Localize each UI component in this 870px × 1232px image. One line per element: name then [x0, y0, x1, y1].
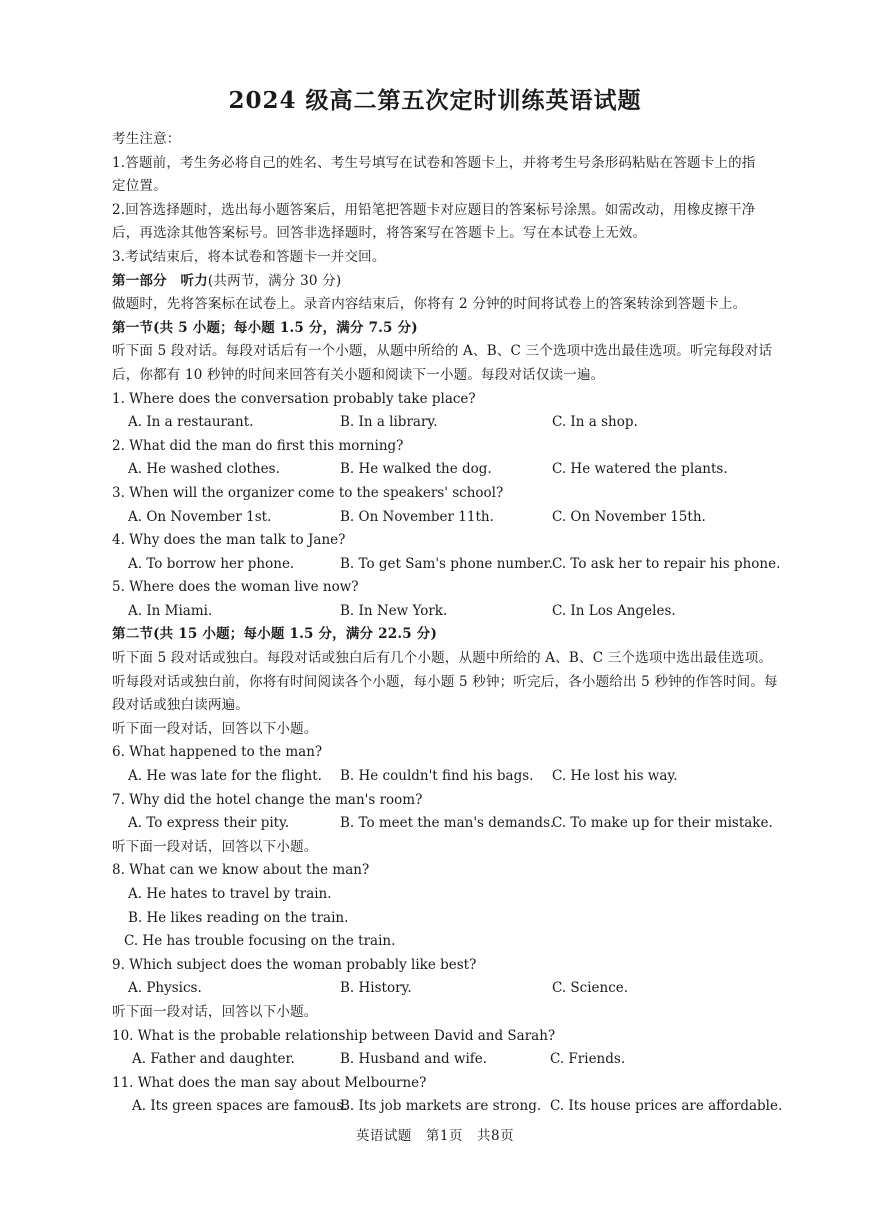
options-9 — [112, 977, 812, 1001]
option-c: C. In Los Angeles. — [552, 602, 676, 619]
notice-item-3: 3.考试结束后，将本试卷和答题卡一并交回。 — [112, 248, 386, 265]
options-2 — [112, 458, 812, 482]
dialogue-lead: 听下面一段对话，回答以下小题。 — [112, 720, 318, 737]
option-b: B. History. — [340, 980, 412, 997]
section1-intro-a: 听下面 5 段对话。每段对话后有一个小题，从题中所给的 A、B、C 三个选项中选出最佳选项。听完每段对话 — [112, 343, 773, 360]
option-c: C. To ask her to repair his phone. — [552, 555, 781, 572]
question-6: 6. What happened to the man? — [112, 744, 323, 761]
option-b: B. On November 11th. — [340, 508, 494, 525]
options-6 — [112, 765, 812, 789]
option-c: C. Its house prices are affordable. — [550, 1098, 783, 1115]
question-3: 3. When will the organizer come to the speakers' school? — [112, 484, 504, 501]
part1-heading-note: (共两节，满分 30 分) — [207, 272, 342, 289]
option-a: A. In Miami. — [128, 602, 213, 619]
question-4: 4. Why does the man talk to Jane? — [112, 532, 346, 549]
question-1: 1. Where does the conversation probably take place? — [112, 390, 476, 407]
option-a: A. He hates to travel by train. — [128, 886, 332, 902]
question-8: 8. What can we know about the man? — [112, 862, 370, 879]
option-c: C. On November 15th. — [552, 508, 706, 525]
option-b: B. In a library. — [340, 414, 438, 431]
notice-item-1b: 定位置。 — [112, 178, 167, 195]
options-3 — [112, 506, 812, 530]
option-b: B. To meet the man's demands. — [340, 815, 555, 832]
options-5 — [112, 600, 812, 624]
options-4 — [112, 553, 812, 577]
option-b: B. He couldn't find his bags. — [340, 768, 534, 785]
page-footer: 英语试题 第1页 共8页 — [355, 1128, 515, 1144]
option-b: B. He likes reading on the train. — [128, 909, 349, 926]
question-10: 10. What is the probable relationship between David and Sarah? — [112, 1027, 556, 1044]
question-11: 11. What does the man say about Melbourne? — [112, 1074, 427, 1091]
option-b: B. In New York. — [340, 602, 448, 619]
notice-item-2a: 2.回答选择题时，选出每小题答案后，用铅笔把答题卡对应题目的答案标号涂黑。如需改动，用橡皮擦干净 — [112, 201, 756, 218]
options-1 — [112, 411, 812, 435]
option-c: C. He watered the plants. — [552, 461, 728, 478]
option-c: C. He has trouble focusing on the train. — [124, 933, 396, 950]
notice-item-2b: 后，再选涂其他答案标号。回答非选择题时，将答案写在答题卡上。写在本试卷上无效。 — [112, 225, 647, 242]
option-a: A. On November 1st. — [128, 508, 272, 525]
options-11 — [112, 1095, 812, 1119]
dialogue-lead: 听下面一段对话，回答以下小题。 — [112, 838, 318, 855]
page-title: 2024 级高二第五次定时训练英语试题 — [228, 87, 642, 114]
question-7: 7. Why did the hotel change the man's room? — [112, 791, 423, 808]
section1-intro-b: 后，你都有 10 秒钟的时间来回答有关小题和阅读下一小题。每段对话仅读一遍。 — [112, 366, 605, 383]
option-a: A. Its green spaces are famous. — [132, 1098, 348, 1115]
section1-heading: 第一节(共 5 小题；每小题 1.5 分，满分 7.5 分) — [112, 319, 418, 336]
options-10 — [112, 1048, 812, 1072]
section2-heading: 第二节(共 15 小题；每小题 1.5 分，满分 22.5 分) — [112, 626, 438, 643]
option-a: A. Father and daughter. — [132, 1051, 295, 1068]
option-c: C. He lost his way. — [552, 768, 678, 785]
section2-intro-a: 听下面 5 段对话或独白。每段对话或独白后有几个小题，从题中所给的 A、B、C 三个选项中选出最佳选项。 — [112, 650, 773, 667]
exam-body — [112, 128, 812, 1119]
options-7 — [112, 812, 812, 836]
option-b: B. To get Sam's phone number. — [340, 555, 553, 572]
section2-intro-b: 听每段对话或独白前，你将有时间阅读各个小题，每小题 5 秒钟；听完后，各小题给出 5 秒钟的作答时间。每 — [112, 673, 778, 690]
option-a: A. He was late for the flight. — [128, 768, 322, 785]
option-a: A. Physics. — [128, 980, 202, 997]
option-a: A. To borrow her phone. — [128, 555, 295, 572]
notice-heading: 考生注意： — [112, 131, 181, 147]
part1-heading: 第一部分 听力 — [112, 272, 208, 289]
option-a: A. He washed clothes. — [128, 461, 280, 478]
part1-intro: 做题时，先将答案标在试卷上。录音内容结束后，你将有 2 分钟的时间将试卷上的答案转涂到答题卡上。 — [112, 296, 747, 313]
option-c: C. To make up for their mistake. — [552, 815, 773, 832]
question-2: 2. What did the man do first this morning? — [112, 437, 404, 454]
option-b: B. Its job markets are strong. — [340, 1098, 542, 1115]
option-b: B. Husband and wife. — [340, 1051, 488, 1068]
question-9: 9. Which subject does the woman probably like best? — [112, 956, 477, 973]
dialogue-lead: 听下面一段对话，回答以下小题。 — [112, 1003, 318, 1020]
part1-heading-row — [112, 270, 812, 294]
option-c: C. Friends. — [550, 1051, 626, 1068]
notice-item-1a: 1.答题前，考生务必将自己的姓名、考生号填写在试卷和答题卡上，并将考生号条形码粘贴在答题卡上的指 — [112, 154, 756, 171]
option-a: A. In a restaurant. — [128, 414, 254, 431]
question-5: 5. Where does the woman live now? — [112, 579, 359, 596]
option-c: C. Science. — [552, 980, 629, 997]
section2-intro-c: 段对话或独白读两遍。 — [112, 697, 249, 714]
option-c: C. In a shop. — [552, 414, 638, 431]
option-a: A. To express their pity. — [128, 815, 290, 832]
option-b: B. He walked the dog. — [340, 461, 492, 478]
